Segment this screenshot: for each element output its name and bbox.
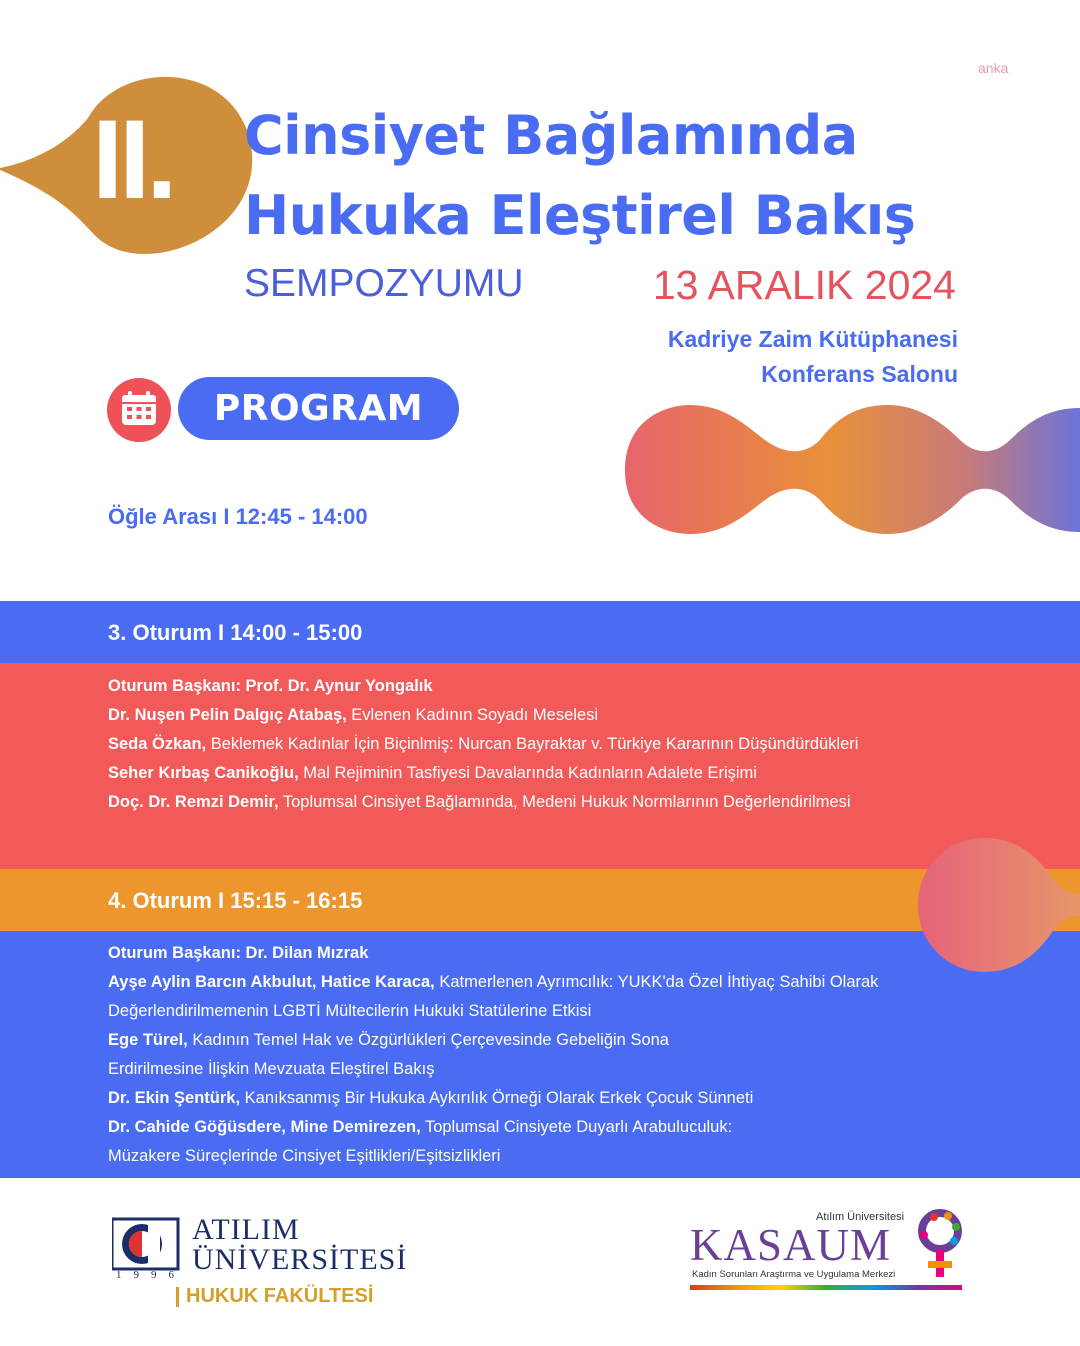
talk-title: Toplumsal Cinsiyete Duyarlı Arabuluculuk: — [420, 1118, 733, 1136]
talk-title: Beklemek Kadınlar İçin Biçinlmiş: Nurcan Bayraktar v. Türkiye Kararının Düşündürdükleri — [206, 735, 859, 753]
atilim-founding-year: 1996 — [116, 1269, 186, 1281]
session3-line — [108, 793, 851, 812]
speaker-name: Ayşe Aylin Barcın Akbulut, Hatice Karaca, — [108, 973, 435, 991]
speaker-name: Dr. Cahide Göğüsdere, Mine Demirezen, — [108, 1118, 421, 1136]
calendar-icon — [107, 378, 171, 442]
kasaum-logo — [690, 1205, 970, 1295]
session4-line — [108, 944, 368, 963]
kasaum-color-stripe — [690, 1285, 962, 1290]
session4-line — [108, 1002, 591, 1021]
talk-title: Mal Rejiminin Tasfiyesi Davalarında Kadınların Adalete Erişimi — [298, 764, 757, 782]
talk-title: Değerlendirilmemenin LGBTİ Mültecilerin Hukuki Statülerine Etkisi — [108, 1002, 592, 1020]
session3-line — [108, 677, 433, 696]
speaker-name: Oturum Başkanı: Prof. Dr. Aynur Yongalık — [108, 677, 433, 695]
speaker-name: Dr. Nuşen Pelin Dalgıç Atabaş, — [108, 706, 347, 724]
talk-title: Müzakere Süreçlerinde Cinsiyet Eşitlikleri/Eşitsizlikleri — [108, 1147, 501, 1165]
kasaum-university: Atılım Üniversitesi — [816, 1211, 905, 1223]
page-title-line2: Hukuka Eleştirel Bakış — [244, 184, 916, 247]
speaker-name: Oturum Başkanı: Dr. Dilan Mızrak — [108, 944, 369, 962]
watermark-text: anka — [978, 60, 1009, 76]
program-label: PROGRAM — [178, 377, 459, 440]
bottom-decoration — [860, 830, 1080, 980]
session4-line — [108, 1118, 732, 1137]
venue-line1: Kadriye Zaim Kütüphanesi — [667, 326, 958, 352]
atilim-emblem-icon — [112, 1217, 182, 1277]
venue-line2: Konferans Salonu — [761, 361, 958, 387]
talk-title: Katmerlenen Ayrımcılık: YUKK'da Özel İhtiyaç Sahibi Olarak — [434, 973, 879, 991]
speaker-name: Seda Özkan, — [108, 735, 207, 753]
kasaum-name: KASAUM — [690, 1220, 892, 1270]
atilim-name-line1: ATILIM — [192, 1213, 300, 1246]
speaker-name: Ege Türel, — [108, 1031, 188, 1049]
session4-line — [108, 1060, 434, 1079]
session4-line — [108, 973, 878, 992]
session3-line — [108, 764, 757, 783]
speaker-name: Dr. Ekin Şentürk, — [108, 1089, 241, 1107]
speaker-name: Seher Kırbaş Canikoğlu, — [108, 764, 299, 782]
session4-title: 4. Oturum I 15:15 - 16:15 — [108, 888, 363, 913]
talk-title: Kanıksanmış Bir Hukuka Aykırılık Örneği Olarak Erkek Çocuk Sünneti — [240, 1089, 754, 1107]
lunch-break: Öğle Arası I 12:45 - 14:00 — [108, 504, 368, 529]
female-symbol-icon — [912, 1205, 968, 1283]
event-date: 13 ARALIK 2024 — [652, 262, 956, 308]
session3-line — [108, 706, 598, 725]
session4-line — [108, 1031, 669, 1050]
session4-line — [108, 1147, 500, 1166]
session3-line — [108, 735, 858, 754]
session3-title: 3. Oturum I 14:00 - 15:00 — [108, 620, 363, 645]
kasaum-subtitle: Kadın Sorunları Araştırma ve Uygulama Merkezi — [692, 1269, 896, 1280]
talk-title: Toplumsal Cinsiyet Bağlamında, Medeni Hukuk Normlarının Değerlendirilmesi — [278, 793, 851, 811]
speaker-name: Doç. Dr. Remzi Demir, — [108, 793, 279, 811]
session4-line — [108, 1089, 753, 1108]
atilim-name-line2: ÜNİVERSİTESİ — [192, 1243, 408, 1276]
page-subtitle: SEMPOZYUMU — [244, 262, 524, 305]
faculty-name: HUKUK FAKÜLTESİ — [186, 1285, 374, 1307]
talk-title: Erdirilmesine İlişkin Mevzuata Eleştirel Bakış — [108, 1060, 435, 1078]
edition-numeral: II. — [92, 97, 174, 222]
page-title-line1: Cinsiyet Bağlamında — [244, 104, 858, 167]
bubble-chain-shape — [625, 405, 1080, 534]
talk-title: Evlenen Kadının Soyadı Meselesi — [346, 706, 599, 724]
talk-title: Kadının Temel Hak ve Özgürlükleri Çerçevesinde Gebeliğin Sona — [187, 1031, 669, 1049]
atilim-university-logo — [112, 1213, 412, 1313]
